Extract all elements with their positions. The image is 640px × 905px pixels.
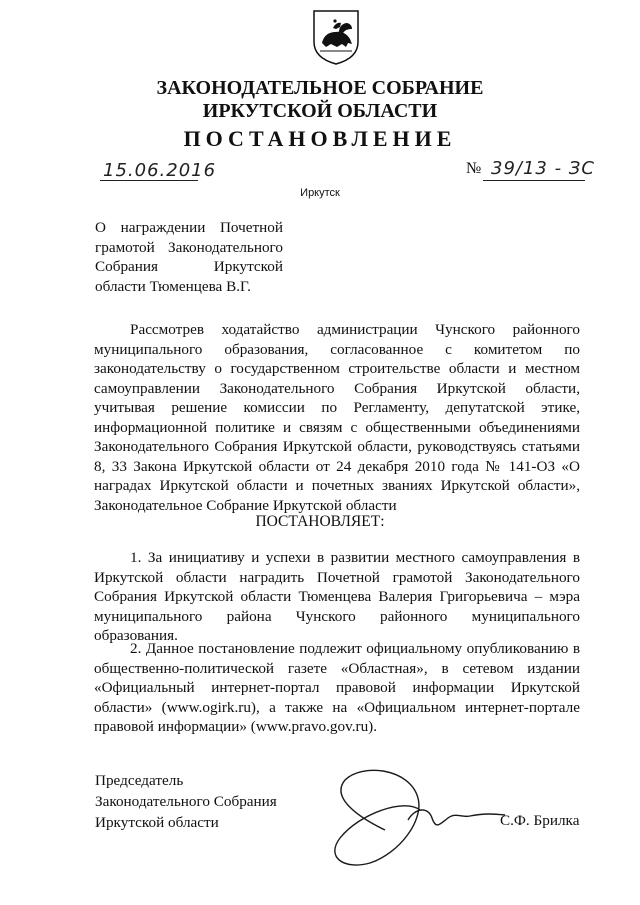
item-2-text: 2. Данное постановление подлежит официальному опубликованию в общественно-политической газете «Областная», в сетевом издании «Официальный интернет-портал правовой информации Иркутской области» (www.ogirk.ru), а также на «Официальном интернет-портале правовой информации» (www.pravo.gov.ru). [94,640,580,735]
date-underline [100,180,198,181]
resolution-item-2 [94,639,580,737]
signer-title-line2: Законодательного Собрания [95,793,277,810]
resolution-item-1 [94,548,580,646]
coat-of-arms-emblem [311,8,361,65]
item-1-text: 1. За инициативу и успехи в развитии местного самоуправления в Иркутской области наградить Почетной грамотой Законодательного Собрания Иркутской области Тюменцева Валерия Григорьевича – мэра муниципального района Чунского районного муниципального образования. [94,549,580,644]
preamble-paragraph [94,320,580,515]
org-name-line1: ЗАКОНОДАТЕЛЬНОЕ СОБРАНИЕ [156,77,484,99]
handwritten-signature [290,758,530,878]
city-name: Иркутск [300,187,340,199]
signer-name: С.Ф. Брилка [500,812,580,829]
document-subject: О награждении Почетной грамотой Законодательного Собрания Иркутской области Тюменцева В.Г. [95,219,283,295]
signer-title-line1: Председатель [95,772,184,789]
org-name-line2: ИРКУТСКОЙ ОБЛАСТИ [202,100,438,122]
document-date: 15.06.2016 [103,160,217,181]
preamble-text: Рассмотрев ходатайство администрации Чунского районного муниципального образования, согласованное с комитетом по законодательству о государственном строительстве области и местном самоуправлении Законодательного Собрания Иркутской области, учитывая решение комиссии по Регламенту, депутатской этике, информационной политике и связям с общественными объединениями Законодательного Собрания Иркутской области, руководствуясь статьями 8, 33 Закона Иркутской области от 24 декабря 2010 года № 141-ОЗ «О наградах Иркутской области и почетных званиях Иркутской области», Законодательное Собрание Иркутской области [94,321,580,514]
document-number: 39/13 - ЗС [491,158,595,179]
number-label: № [466,160,482,177]
resolves-heading: ПОСТАНОВЛЯЕТ: [255,513,385,530]
document-type-title: ПОСТАНОВЛЕНИЕ [183,126,457,151]
number-underline [483,180,585,181]
signer-title-line3: Иркутской области [95,814,219,831]
signer-title [95,770,277,833]
